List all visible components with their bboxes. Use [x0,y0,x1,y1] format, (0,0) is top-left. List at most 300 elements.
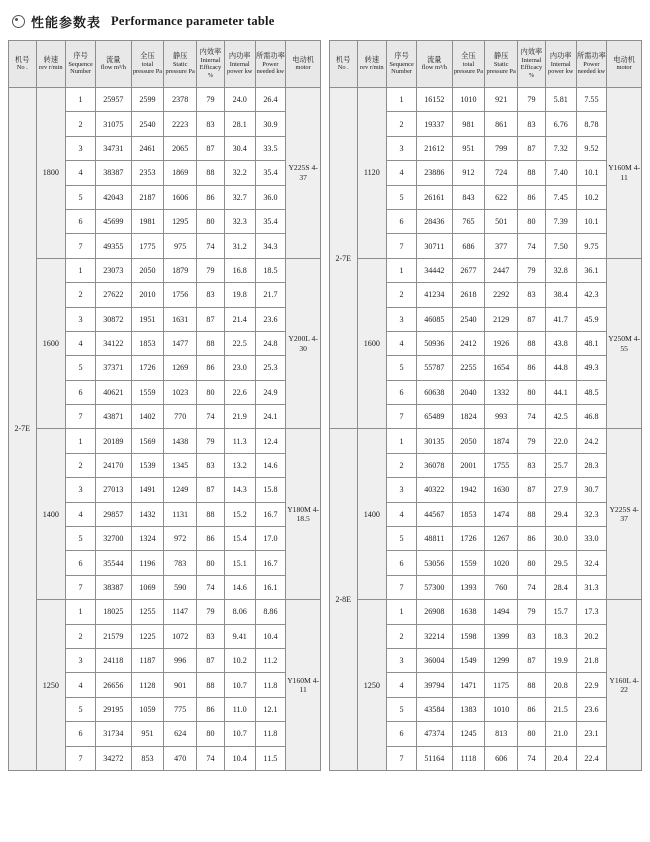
cell-efficiency: 87 [197,136,225,160]
cell-speed: 1250 [357,600,387,771]
cell-needed-power: 15.8 [255,478,286,502]
cell-static-pressure: 861 [485,112,518,136]
cell-sequence: 2 [66,112,96,136]
cell-sequence: 5 [66,185,96,209]
title-chinese: 性能参数表 [31,15,102,31]
cell-internal-power: 9.41 [224,624,255,648]
cell-efficiency: 83 [518,283,546,307]
right-table-header [330,41,642,88]
cell-efficiency: 83 [197,283,225,307]
cell-flow: 40621 [96,380,132,404]
cell-needed-power: 22.9 [576,673,607,697]
cell-needed-power: 16.7 [255,551,286,575]
cell-static-pressure: 799 [485,136,518,160]
cell-flow: 57300 [417,575,453,599]
cell-total-pressure: 2187 [131,185,164,209]
col-header-efficiency [518,41,546,88]
cell-internal-power: 44.1 [545,380,576,404]
cell-efficiency: 79 [518,88,546,112]
cell-flow: 45699 [96,209,132,233]
cell-needed-power: 32.4 [576,551,607,575]
cell-sequence: 4 [387,161,417,185]
cell-needed-power: 42.3 [576,283,607,307]
col-header-model-en: No . [16,64,28,72]
cell-flow: 23886 [417,161,453,185]
table-row [330,258,642,282]
cell-internal-power: 20.8 [545,673,576,697]
cell-internal-power: 15.1 [224,551,255,575]
cell-total-pressure: 1118 [452,746,485,770]
cell-static-pressure: 1438 [164,429,197,453]
cell-sequence: 6 [387,722,417,746]
cell-efficiency: 83 [197,453,225,477]
cell-needed-power: 49.3 [576,356,607,380]
cell-static-pressure: 1072 [164,624,197,648]
cell-efficiency: 74 [518,234,546,258]
cell-efficiency: 74 [197,575,225,599]
cell-internal-power: 30.4 [224,136,255,160]
col-header-motor-cn: 电动机 [292,54,314,64]
col-header-efficiency [197,41,225,88]
cell-total-pressure: 765 [452,209,485,233]
cell-needed-power: 9.75 [576,234,607,258]
col-header-flow-cn: 流量 [106,54,121,64]
cell-static-pressure: 1654 [485,356,518,380]
cell-flow: 30711 [417,234,453,258]
cell-flow: 25957 [96,88,132,112]
cell-internal-power: 8.06 [224,600,255,624]
col-header-internal-power-en: Internal power kw [548,60,574,76]
cell-flow: 21579 [96,624,132,648]
cell-motor: Y180M 4-18.5 [286,429,321,600]
cell-internal-power: 14.6 [224,575,255,599]
col-header-speed [36,41,66,88]
cell-flow: 20189 [96,429,132,453]
cell-static-pressure: 770 [164,405,197,429]
cell-sequence: 6 [387,380,417,404]
cell-sequence: 6 [66,209,96,233]
col-header-total-pressure-en: total pressure Pa [132,60,163,76]
cell-sequence: 3 [66,648,96,672]
col-header-internal-power-cn: 内功率 [228,51,251,61]
right-spec-table [329,40,642,771]
col-header-internal-power [224,41,255,88]
cell-total-pressure: 1951 [131,307,164,331]
cell-internal-power: 25.7 [545,453,576,477]
col-header-total-pressure-en: total pressure Pa [453,60,484,76]
cell-needed-power: 26.4 [255,88,286,112]
cell-sequence: 3 [66,307,96,331]
cell-flow: 46085 [417,307,453,331]
cell-flow: 34272 [96,746,132,770]
cell-static-pressure: 2065 [164,136,197,160]
cell-sequence: 7 [66,575,96,599]
cell-sequence: 2 [387,112,417,136]
col-header-sequence-en: Sequence Number [68,60,93,76]
cell-sequence: 3 [387,648,417,672]
cell-total-pressure: 1598 [452,624,485,648]
cell-static-pressure: 1399 [485,624,518,648]
col-header-efficiency-cn: 内效率 [520,47,543,57]
col-header-total-pressure-cn: 全压 [461,51,476,61]
col-header-speed-en: rev r/min [360,64,384,72]
cell-sequence: 6 [66,551,96,575]
cell-needed-power: 24.8 [255,331,286,355]
cell-sequence: 7 [387,746,417,770]
cell-model: 2-8E [330,429,358,770]
cell-efficiency: 87 [197,478,225,502]
cell-static-pressure: 377 [485,234,518,258]
cell-total-pressure: 2599 [131,88,164,112]
cell-efficiency: 74 [197,234,225,258]
cell-internal-power: 7.39 [545,209,576,233]
cell-efficiency: 83 [518,112,546,136]
cell-total-pressure: 1128 [131,673,164,697]
cell-efficiency: 80 [197,380,225,404]
cell-needed-power: 36.1 [576,258,607,282]
cell-internal-power: 15.7 [545,600,576,624]
cell-internal-power: 21.0 [545,722,576,746]
cell-internal-power: 41.7 [545,307,576,331]
cell-needed-power: 31.3 [576,575,607,599]
col-header-model-cn: 机号 [15,54,30,64]
cell-sequence: 4 [387,331,417,355]
cell-needed-power: 33.5 [255,136,286,160]
table-row [9,600,321,624]
col-header-motor-cn: 电动机 [613,54,635,64]
cell-total-pressure: 1383 [452,697,485,721]
cell-sequence: 1 [387,600,417,624]
cell-static-pressure: 590 [164,575,197,599]
col-header-total-pressure [131,41,164,88]
col-header-speed-cn: 转速 [364,54,380,64]
cell-efficiency: 87 [518,648,546,672]
col-header-model [9,41,37,88]
cell-flow: 41234 [417,283,453,307]
cell-needed-power: 33.0 [576,527,607,551]
cell-flow: 26161 [417,185,453,209]
cell-flow: 31734 [96,722,132,746]
table-row [9,429,321,453]
cell-efficiency: 86 [197,356,225,380]
cell-total-pressure: 1559 [452,551,485,575]
cell-static-pressure: 1147 [164,600,197,624]
cell-static-pressure: 760 [485,575,518,599]
cell-total-pressure: 2255 [452,356,485,380]
cell-flow: 16152 [417,88,453,112]
cell-static-pressure: 1926 [485,331,518,355]
cell-total-pressure: 1853 [452,502,485,526]
cell-static-pressure: 1494 [485,600,518,624]
cell-flow: 24170 [96,453,132,477]
col-header-total-pressure-cn: 全压 [140,51,155,61]
col-header-static-pressure [485,41,518,88]
cell-total-pressure: 1942 [452,478,485,502]
cell-efficiency: 79 [518,429,546,453]
cell-efficiency: 74 [518,575,546,599]
cell-sequence: 7 [66,746,96,770]
cell-needed-power: 30.7 [576,478,607,502]
cell-internal-power: 16.8 [224,258,255,282]
cell-flow: 30872 [96,307,132,331]
col-header-total-pressure [452,41,485,88]
cell-internal-power: 15.2 [224,502,255,526]
cell-total-pressure: 1069 [131,575,164,599]
cell-internal-power: 32.8 [545,258,576,282]
cell-total-pressure: 853 [131,746,164,770]
col-header-motor [607,41,642,88]
cell-needed-power: 10.1 [576,209,607,233]
cell-static-pressure: 624 [164,722,197,746]
col-header-sequence-en: Sequence Number [389,60,414,76]
col-header-flow [96,41,132,88]
cell-static-pressure: 1477 [164,331,197,355]
cell-needed-power: 34.3 [255,234,286,258]
cell-efficiency: 86 [197,185,225,209]
col-header-motor-en: motor [295,64,311,72]
cell-static-pressure: 1020 [485,551,518,575]
cell-motor: Y160L 4-22 [607,600,642,771]
cell-static-pressure: 1023 [164,380,197,404]
cell-sequence: 5 [387,185,417,209]
col-header-efficiency-en: Internal Efficacy % [520,56,543,80]
cell-needed-power: 24.9 [255,380,286,404]
table-row [330,88,642,112]
cell-static-pressure: 2292 [485,283,518,307]
cell-efficiency: 79 [518,258,546,282]
cell-internal-power: 32.2 [224,161,255,185]
cell-flow: 42043 [96,185,132,209]
cell-needed-power: 11.2 [255,648,286,672]
cell-needed-power: 35.4 [255,161,286,185]
cell-static-pressure: 2447 [485,258,518,282]
cell-efficiency: 80 [197,209,225,233]
cell-static-pressure: 972 [164,527,197,551]
cell-internal-power: 14.3 [224,478,255,502]
cell-needed-power: 11.8 [255,722,286,746]
cell-static-pressure: 1874 [485,429,518,453]
cell-total-pressure: 2050 [452,429,485,453]
cell-flow: 28436 [417,209,453,233]
cell-efficiency: 87 [518,478,546,502]
cell-internal-power: 6.76 [545,112,576,136]
cell-internal-power: 11.3 [224,429,255,453]
cell-sequence: 6 [66,722,96,746]
cell-efficiency: 80 [518,722,546,746]
cell-total-pressure: 1726 [131,356,164,380]
cell-total-pressure: 2412 [452,331,485,355]
col-header-internal-power-cn: 内功率 [549,51,572,61]
cell-internal-power: 28.4 [545,575,576,599]
cell-flow: 19337 [417,112,453,136]
cell-total-pressure: 1775 [131,234,164,258]
cell-flow: 24118 [96,648,132,672]
cell-efficiency: 80 [197,551,225,575]
cell-flow: 39794 [417,673,453,697]
cell-needed-power: 17.3 [576,600,607,624]
cell-total-pressure: 951 [452,136,485,160]
cell-total-pressure: 2001 [452,453,485,477]
cell-static-pressure: 921 [485,88,518,112]
col-header-flow-en: flow m³/h [100,64,126,72]
cell-needed-power: 35.4 [255,209,286,233]
cell-sequence: 3 [387,136,417,160]
cell-internal-power: 22.5 [224,331,255,355]
cell-flow: 47374 [417,722,453,746]
cell-sequence: 1 [66,429,96,453]
cell-static-pressure: 606 [485,746,518,770]
cell-total-pressure: 1853 [131,331,164,355]
cell-needed-power: 12.4 [255,429,286,453]
cell-internal-power: 7.45 [545,185,576,209]
cell-static-pressure: 1756 [164,283,197,307]
cell-sequence: 1 [387,258,417,282]
col-header-needed-power-en: Power needed kw [577,60,606,76]
cell-sequence: 7 [66,405,96,429]
cell-flow: 65489 [417,405,453,429]
cell-needed-power: 48.1 [576,331,607,355]
cell-static-pressure: 1474 [485,502,518,526]
cell-flow: 43871 [96,405,132,429]
cell-flow: 26908 [417,600,453,624]
col-header-sequence-cn: 序号 [394,51,409,61]
cell-internal-power: 24.0 [224,88,255,112]
col-header-efficiency-en: Internal Efficacy % [199,56,222,80]
cell-efficiency: 79 [518,600,546,624]
cell-sequence: 6 [66,380,96,404]
cell-sequence: 4 [66,673,96,697]
cell-sequence: 6 [387,209,417,233]
cell-internal-power: 10.4 [224,746,255,770]
cell-needed-power: 7.55 [576,88,607,112]
cell-total-pressure: 1569 [131,429,164,453]
cell-total-pressure: 686 [452,234,485,258]
cell-sequence: 3 [387,307,417,331]
cell-sequence: 4 [66,331,96,355]
cell-needed-power: 16.1 [255,575,286,599]
cell-total-pressure: 1981 [131,209,164,233]
cell-sequence: 1 [66,88,96,112]
cell-speed: 1600 [36,258,66,429]
col-header-efficiency-cn: 内效率 [199,47,222,57]
cell-needed-power: 10.4 [255,624,286,648]
cell-efficiency: 86 [518,697,546,721]
cell-total-pressure: 2540 [131,112,164,136]
cell-internal-power: 32.3 [224,209,255,233]
cell-flow: 49355 [96,234,132,258]
cell-sequence: 1 [66,258,96,282]
cell-internal-power: 22.0 [545,429,576,453]
cell-sequence: 3 [387,478,417,502]
cell-static-pressure: 1755 [485,453,518,477]
cell-static-pressure: 996 [164,648,197,672]
cell-sequence: 7 [387,234,417,258]
cell-needed-power: 11.5 [255,746,286,770]
cell-sequence: 4 [66,502,96,526]
cell-static-pressure: 1879 [164,258,197,282]
cell-efficiency: 86 [197,527,225,551]
cell-efficiency: 87 [197,307,225,331]
cell-flow: 18025 [96,600,132,624]
cell-motor: Y250M 4-55 [607,258,642,429]
cell-model: 2-7E [9,88,37,771]
cell-efficiency: 83 [197,624,225,648]
cell-efficiency: 80 [518,380,546,404]
cell-total-pressure: 1059 [131,697,164,721]
cell-static-pressure: 2129 [485,307,518,331]
table-row [330,429,642,453]
cell-internal-power: 31.2 [224,234,255,258]
cell-internal-power: 32.7 [224,185,255,209]
col-header-static-pressure-cn: 静压 [172,51,188,61]
cell-efficiency: 88 [197,673,225,697]
cell-internal-power: 11.0 [224,697,255,721]
cell-needed-power: 28.3 [576,453,607,477]
cell-static-pressure: 470 [164,746,197,770]
col-header-model-en: No . [337,64,349,72]
cell-needed-power: 46.8 [576,405,607,429]
cell-speed: 1400 [357,429,387,600]
cell-total-pressure: 2677 [452,258,485,282]
cell-internal-power: 27.9 [545,478,576,502]
col-header-speed-en: rev r/min [39,64,63,72]
cell-efficiency: 80 [197,722,225,746]
cell-static-pressure: 783 [164,551,197,575]
col-header-flow-en: flow m³/h [421,64,447,72]
cell-total-pressure: 1196 [131,551,164,575]
col-header-speed [357,41,387,88]
cell-sequence: 3 [66,478,96,502]
col-header-needed-power-cn: 所需功率 [577,51,606,61]
cell-flow: 53056 [417,551,453,575]
cell-total-pressure: 951 [131,722,164,746]
cell-needed-power: 36.0 [255,185,286,209]
cell-internal-power: 21.4 [224,307,255,331]
cell-flow: 34731 [96,136,132,160]
cell-sequence: 3 [66,136,96,160]
cell-model: 2-7E [330,88,358,429]
right-table-body [330,88,642,771]
cell-static-pressure: 2378 [164,88,197,112]
cell-needed-power: 12.1 [255,697,286,721]
cell-efficiency: 88 [518,331,546,355]
cell-needed-power: 21.8 [576,648,607,672]
cell-flow: 29195 [96,697,132,721]
cell-total-pressure: 1824 [452,405,485,429]
cell-static-pressure: 1269 [164,356,197,380]
cell-total-pressure: 1432 [131,502,164,526]
cell-efficiency: 86 [518,356,546,380]
cell-static-pressure: 1249 [164,478,197,502]
cell-flow: 35544 [96,551,132,575]
cell-total-pressure: 1471 [452,673,485,697]
cell-efficiency: 88 [197,331,225,355]
cell-needed-power: 8.86 [255,600,286,624]
col-header-sequence [387,41,417,88]
cell-total-pressure: 2618 [452,283,485,307]
cell-sequence: 1 [387,429,417,453]
cell-static-pressure: 1630 [485,478,518,502]
cell-static-pressure: 1010 [485,697,518,721]
cell-flow: 21612 [417,136,453,160]
cell-flow: 31075 [96,112,132,136]
cell-flow: 27013 [96,478,132,502]
cell-flow: 40322 [417,478,453,502]
cell-sequence: 2 [66,283,96,307]
cell-needed-power: 20.2 [576,624,607,648]
cell-needed-power: 24.2 [576,429,607,453]
cell-efficiency: 79 [197,88,225,112]
